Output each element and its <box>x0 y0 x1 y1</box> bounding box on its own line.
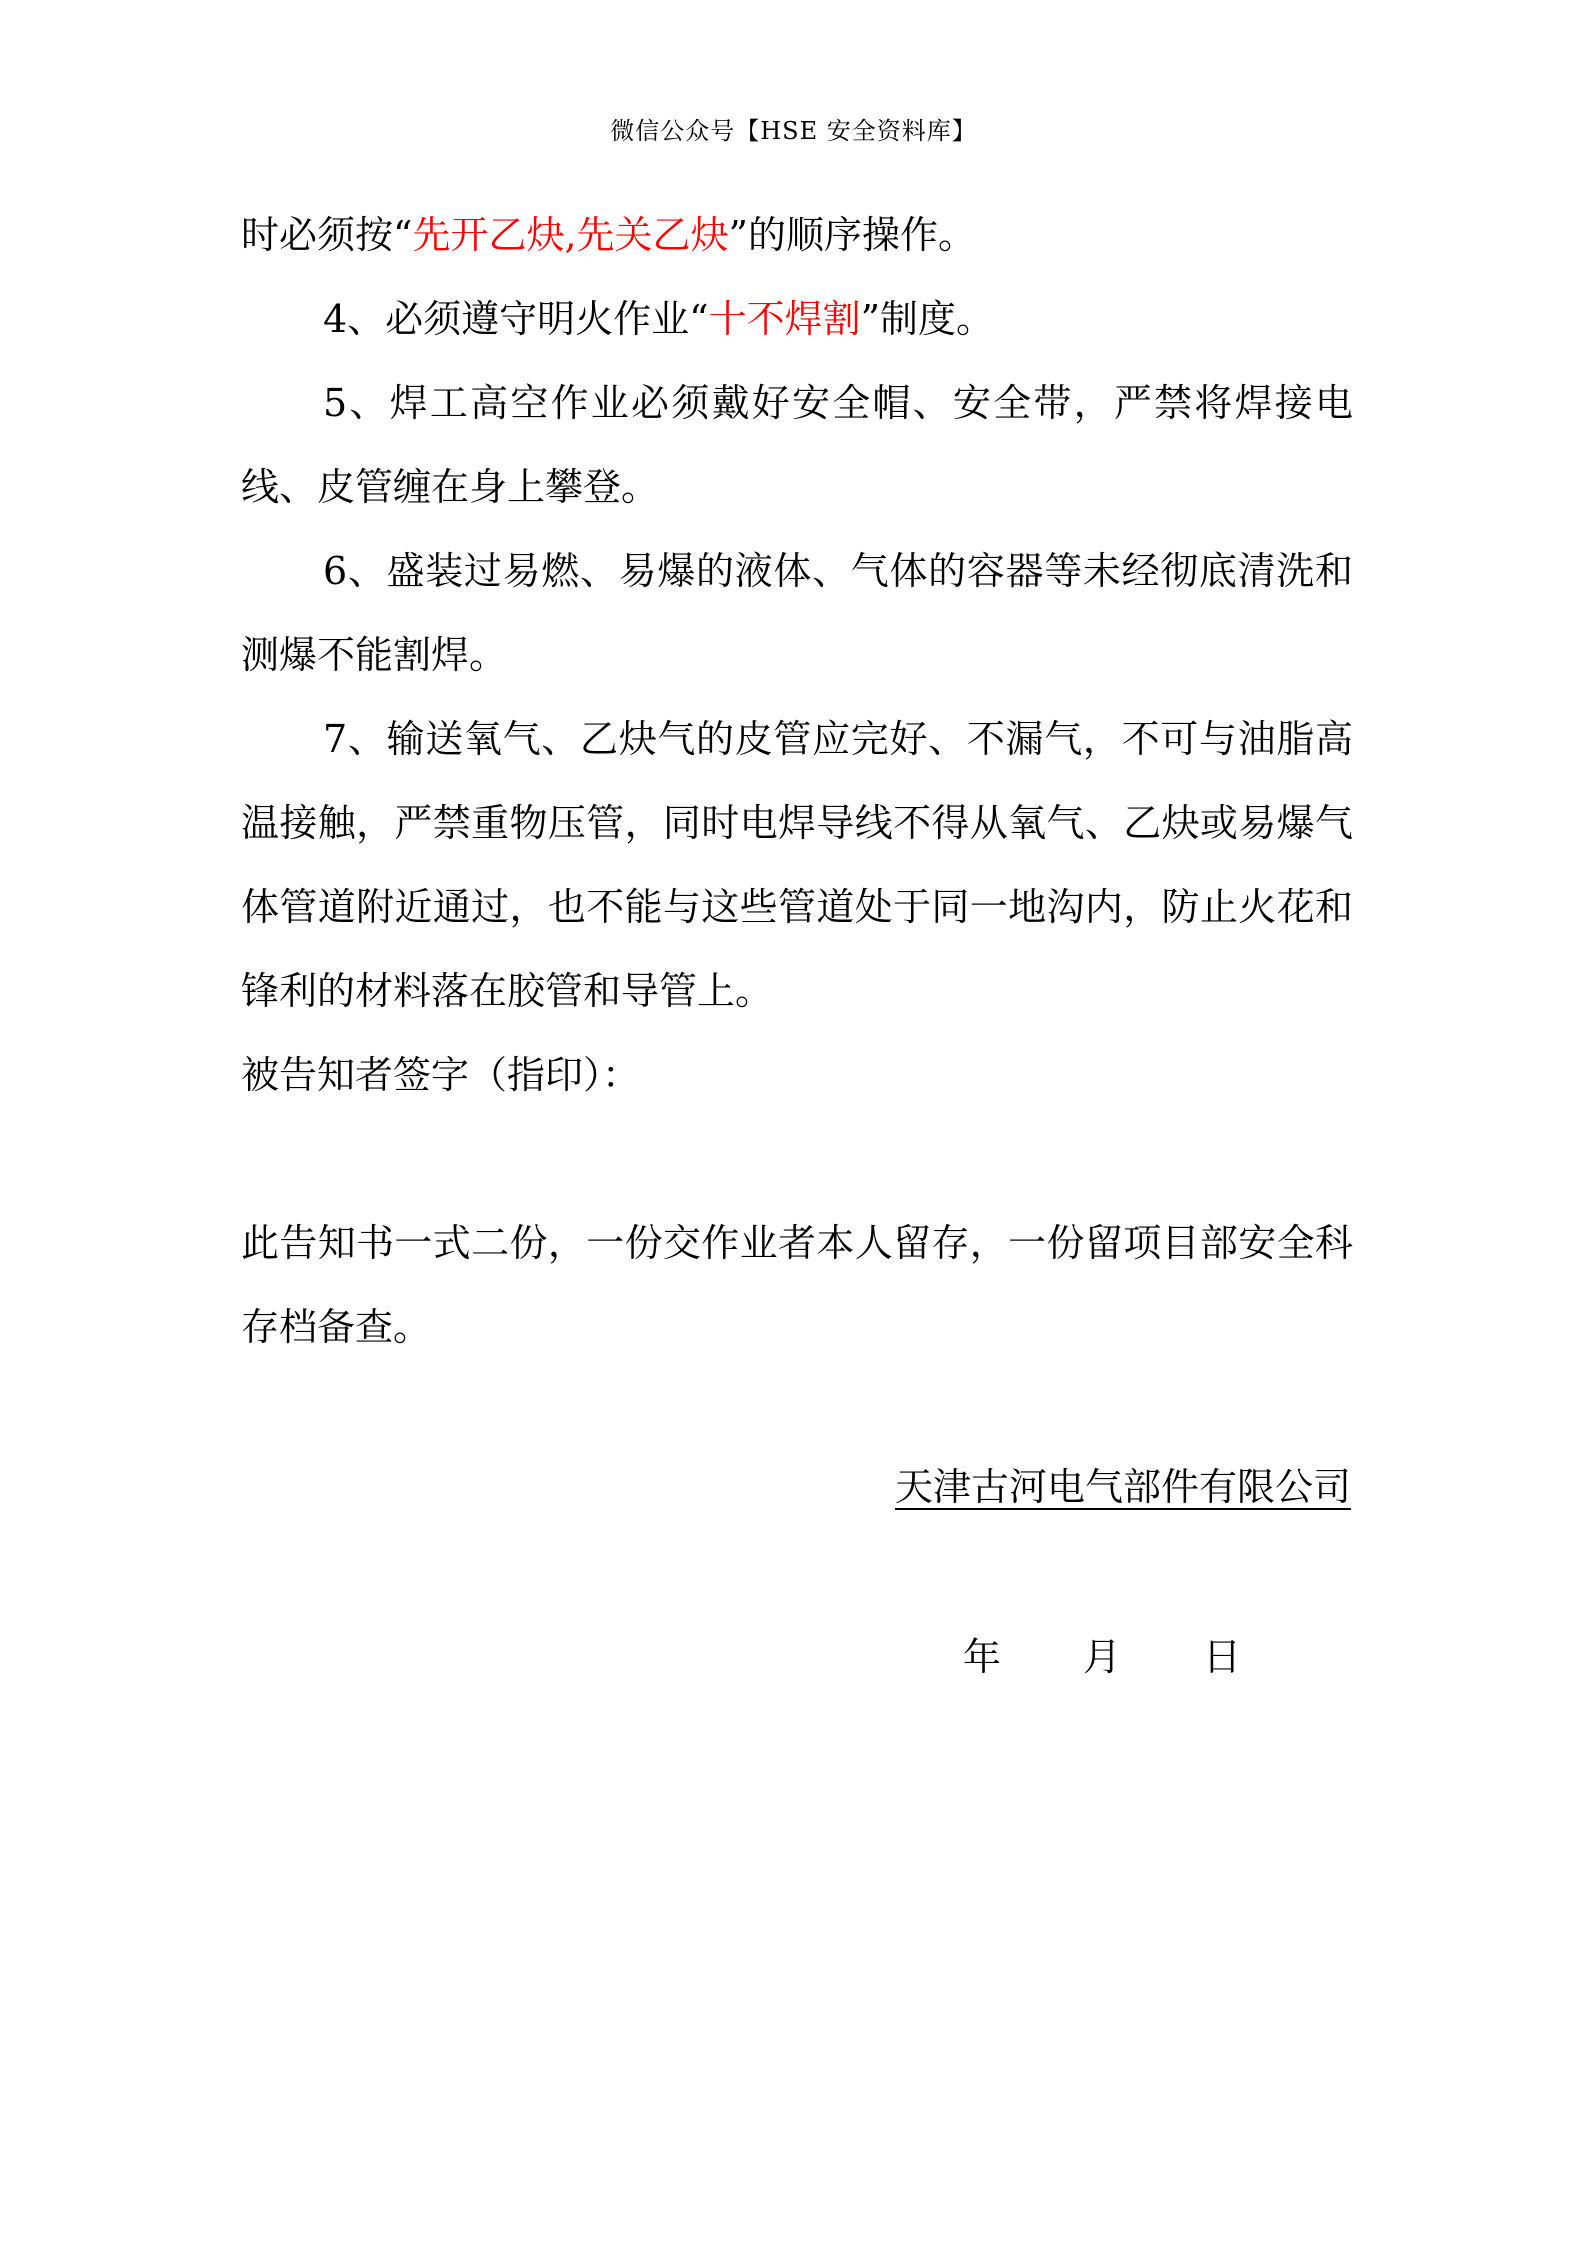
paragraph-text: 时必须按“ <box>241 213 413 257</box>
paragraph-rule-6: 6、盛装过易燃、易爆的液体、气体的容器等未经彻底清洗和测爆不能割焊。 <box>241 549 1353 677</box>
paragraph-rule-5: 5、焊工高空作业必须戴好安全帽、安全带，严禁将焊接电线、皮管缠在身上攀登。 <box>241 381 1353 509</box>
paragraph-text: ”制度。 <box>860 297 995 341</box>
paragraph-text: 4、必须遵守明火作业“ <box>323 297 709 341</box>
copies-note: 此告知书一式二份，一份交作业者本人留存，一份留项目部安全科存档备查。 <box>241 1221 1353 1349</box>
signature-blank <box>241 1117 1353 1201</box>
date-year: 年 <box>963 1635 1002 1679</box>
paragraph-operation-order <box>241 193 1353 277</box>
date-day: 日 <box>1203 1635 1242 1679</box>
highlight-text: 先开乙炔,先关乙炔 <box>412 213 729 257</box>
document-body <box>241 193 1353 1369</box>
paragraph-text: ”的顺序操作。 <box>728 213 976 257</box>
signature-label: 被告知者签字（指印）： <box>241 1053 641 1097</box>
date-month: 月 <box>1083 1635 1122 1679</box>
date-line <box>963 1615 1263 1699</box>
paragraph-rule-7: 7、输送氧气、乙炔气的皮管应完好、不漏气，不可与油脂高温接触，严禁重物压管，同时电焊导线不得从氧气、乙炔或易爆气体管道附近通过，也不能与这些管道处于同一地沟内，防止火花和锋利的材料落在胶管和导管上。 <box>241 717 1353 1013</box>
company-signature <box>895 1445 1351 1529</box>
highlight-text: 十不焊割 <box>708 297 861 341</box>
company-name: 天津古河电气部件有限公司 <box>894 1465 1351 1509</box>
paragraph-rule-4 <box>241 277 1353 361</box>
page-header: 微信公众号【HSE 安全资料库】 <box>610 117 977 145</box>
